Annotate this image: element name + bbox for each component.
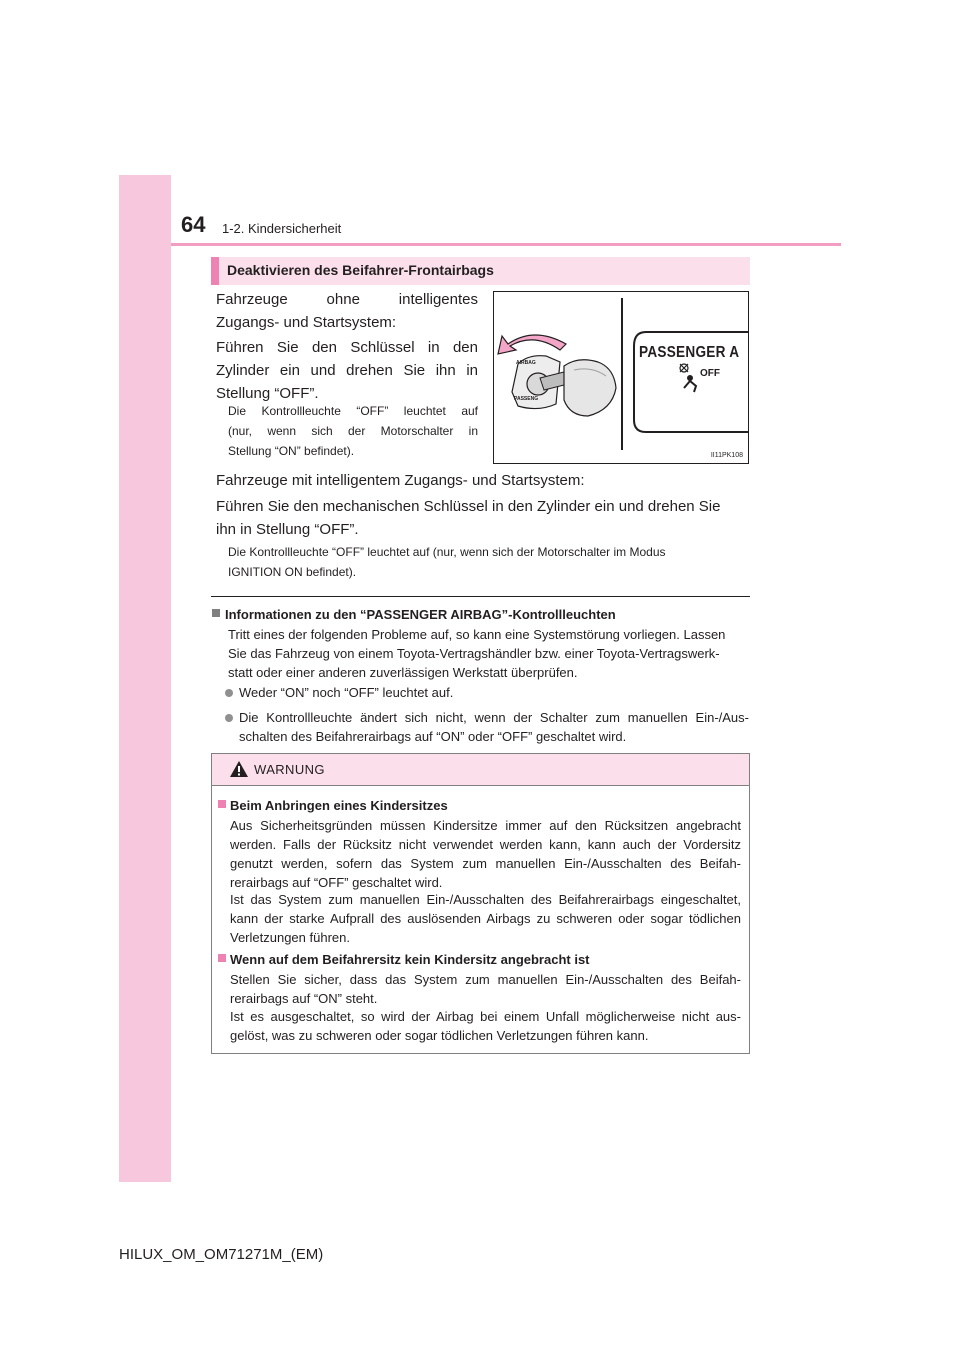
bullet-dot-icon: [225, 689, 233, 697]
without-smart-note-line2: (nur, wenn sich der Motorschalter in: [228, 424, 478, 438]
warning-item2-heading: Wenn auf dem Beifahrersitz kein Kindersitz angebracht ist: [230, 952, 590, 967]
info-para-line1: Tritt eines der folgenden Probleme auf, so kann eine Systemstörung vorliegen. Lassen: [228, 627, 726, 642]
without-smart-note-line1: Die Kontrollleuchte “OFF” leuchtet auf: [228, 404, 478, 418]
chapter-title: 1-2. Kindersicherheit: [222, 221, 342, 236]
without-smart-note-line3: Stellung “ON” befindet).: [228, 444, 355, 458]
warning-title: WARNUNG: [254, 762, 325, 777]
warning-box: [211, 753, 750, 1054]
warning-item1-line: kann der starke Aufprall des auslösenden Airbags zu schweren oder sogar tödlichen: [230, 911, 741, 926]
warning-square-bullet-icon: [218, 800, 226, 808]
warning-item2-line: Stellen Sie sicher, dass das System zum manuellen Ein-/Ausschalten des Beifah-: [230, 972, 741, 987]
warning-item2-line: rerairbags auf “ON” steht.: [230, 991, 378, 1006]
bullet-dot-icon: [225, 714, 233, 722]
warning-item1-line: Verletzungen führen.: [230, 930, 350, 945]
without-smart-step-line2: Zylinder ein und drehen Sie ihn in: [216, 362, 478, 379]
without-smart-step-line1: Führen Sie den Schlüssel in den: [216, 339, 478, 356]
warning-item1-line: Ist das System zum manuellen Ein-/Ausschalten des Beifahrerairbags eingeschaltet,: [230, 892, 741, 907]
warning-header: [212, 754, 749, 786]
info-para-line3: statt oder einer anderen zuverlässigen Werkstatt überprüfen.: [228, 665, 578, 680]
cylinder-label-top: AIRBAG: [516, 360, 536, 366]
section-accent: [211, 257, 219, 285]
footer-doc-id: HILUX_OM_OM71271M_(EM): [119, 1246, 324, 1263]
page-number: 64: [181, 212, 206, 237]
without-smart-label-line1: Fahrzeuge ohne intelligentes: [216, 291, 478, 308]
with-smart-step-line1: Führen Sie den mechanischen Schlüssel in den Zylinder ein und drehen Sie: [216, 498, 721, 515]
with-smart-note-line2: IGNITION ON befindet).: [228, 565, 357, 579]
off-indicator-label: OFF: [700, 368, 720, 379]
warning-triangle-icon: [229, 760, 249, 778]
image-code: II11PK108: [710, 452, 743, 459]
section-heading-bar: [211, 257, 750, 285]
chapter-sidebar-tab: [119, 175, 171, 1182]
warning-item1-line: werden. Falls der Rücksitz nicht verwendet werden kann, kann auch der Vordersitz: [230, 837, 741, 852]
warning-item1-line: rerairbags auf “OFF” geschaltet wird.: [230, 875, 443, 890]
without-smart-step-line3: Stellung “OFF”.: [216, 385, 319, 402]
warning-square-bullet-icon: [218, 954, 226, 962]
info-bullet2-line1: Die Kontrollleuchte ändert sich nicht, wenn der Schalter zum manuellen Ein-/Aus-: [239, 710, 749, 725]
info-square-bullet-icon: [212, 609, 220, 617]
with-smart-step-line2: ihn in Stellung “OFF”.: [216, 521, 359, 538]
warning-item2-line: gelöst, was zu schweren oder sogar tödlichen Verletzungen führen kann.: [230, 1028, 649, 1043]
info-bullet1: Weder “ON” noch “OFF” leuchtet auf.: [239, 685, 454, 700]
with-smart-label: Fahrzeuge mit intelligentem Zugangs- und Startsystem:: [216, 472, 585, 489]
section-divider: [211, 596, 750, 597]
warning-item1-heading: Beim Anbringen eines Kindersitzes: [230, 798, 448, 813]
warning-item2-line: Ist es ausgeschaltet, so wird der Airbag bei einem Unfall möglicherweise nicht aus-: [230, 1009, 741, 1024]
info-bullet2-line2: schalten des Beifahrerairbags auf “ON” oder “OFF” geschaltet wird.: [239, 729, 627, 744]
info-para-line2: Sie das Fahrzeug von einem Toyota-Vertragshändler bzw. einer Toyota-Vertragswerk-: [228, 646, 720, 661]
without-smart-label-line2: Zugangs- und Startsystem:: [216, 314, 397, 331]
warning-item1-line: Aus Sicherheitsgründen müssen Kindersitze immer auf den Rücksitzen angebracht: [230, 818, 741, 833]
warning-item1-line: genutzt werden, sofern das System zum manuellen Ein-/Ausschalten des Beifah-: [230, 856, 741, 871]
with-smart-note-line1: Die Kontrollleuchte “OFF” leuchtet auf (nur, wenn sich der Motorschalter im Modus: [228, 545, 666, 559]
cylinder-label-bottom: PASSENG: [514, 396, 539, 402]
info-heading: Informationen zu den “PASSENGER AIRBAG”-Kontrollleuchten: [225, 607, 616, 622]
section-title: Deaktivieren des Beifahrer-Frontairbags: [227, 262, 494, 278]
passenger-airbag-panel-label: PASSENGER A: [639, 344, 740, 361]
header-rule: [171, 243, 841, 246]
airbag-switch-illustration: [493, 291, 749, 464]
